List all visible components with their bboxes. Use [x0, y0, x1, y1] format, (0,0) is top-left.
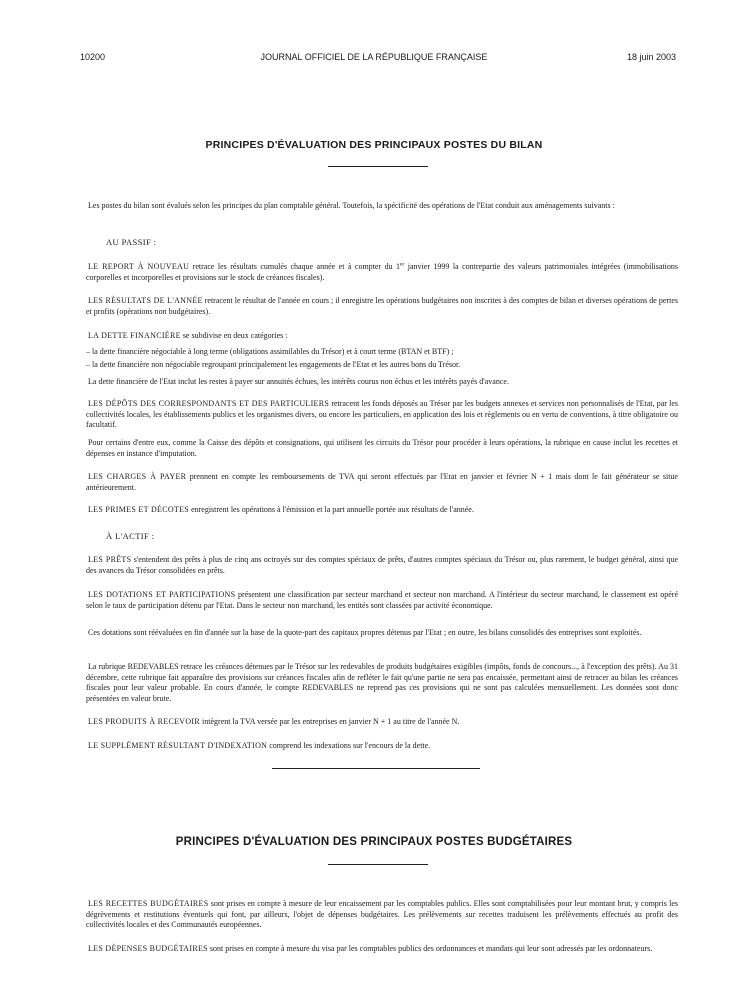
depots-text: retracent les fonds déposés au Trésor par les budgets annexes et services non personnalisés de l'Etat, par les collectivités locales, les établissements publics et les organismes divers, ou encore les particuliers, en application des lois et règlements ou en vertu de conventions, à titre obligatoire ou facultatif. — [86, 399, 678, 429]
charges-paragraph — [86, 472, 678, 493]
depenses-paragraph — [86, 944, 678, 955]
produits-text: intègrent la TVA versée par les entreprises en janvier N + 1 au titre de l'année N. — [200, 717, 460, 726]
title-divider-2 — [328, 864, 428, 865]
supplement-paragraph — [86, 741, 678, 752]
charges-text: prennent en compte les remboursements de TVA qui seront effectués par l'Etat en janvier et février N + 1 mais dont le fait générateur se situe antérieurement. — [86, 472, 678, 492]
recettes-paragraph — [86, 899, 678, 931]
report-text-a: retrace les résultats cumulés chaque année et à compter du 1 — [189, 262, 401, 271]
supplement-lead: LE SUPPLÉMENT RÉSULTANT D'INDEXATION — [88, 741, 268, 750]
intro-paragraph: Les postes du bilan sont évalués selon les principes du plan comptable général. Toutefois, la spécificité des opérations de l'Etat conduit aux aménagements suivants : — [88, 201, 615, 210]
dette-note: La dette financière de l'Etat inclut les restes à payer sur annuités échues, les intérêts courus non échus et les intérêts payés d'avance. — [88, 377, 509, 386]
dette-bullet-2: – la dette financière non négociable regroupant principalement les engagements de l'Etat et les autres bons du Trésor. — [86, 360, 461, 369]
page-number: 10200 — [80, 52, 106, 62]
primes-lead: LES PRIMES ET DÉCOTES — [88, 505, 190, 514]
dette-bullet-1: – la dette financière négociable à long terme (obligations assimilables du Trésor) et à court terme (BTAN et BTF) ; — [86, 347, 454, 356]
dette-lead: LA DETTE FINANCIÈRE — [88, 331, 181, 340]
prets-lead: LES PRÊTS — [88, 555, 132, 564]
publication-date: 18 juin 2003 — [626, 52, 676, 62]
dotations-paragraph — [86, 590, 678, 611]
recettes-text: sont prises en compte à mesure de leur encaissement par les comptables publics. Elles sont comptabilisées pour leur montant brut, y compris les dégrèvements et restitutions éventuels qui font, par ailleurs, l'objet de dépenses budgétaires. Les prélèvements sur recettes traduisent les prélèvements effectués au profit des collectivités locales et des Communautés européennes. — [86, 899, 678, 929]
depenses-lead: LES DÉPENSES BUDGÉTAIRES — [88, 944, 208, 953]
primes-paragraph — [86, 505, 678, 516]
recettes-lead: LES RECETTES BUDGÉTAIRES — [88, 899, 209, 908]
journal-title: JOURNAL OFFICIEL DE LA RÉPUBLIQUE FRANÇAISE — [260, 52, 488, 62]
redevables-paragraph: La rubrique REDEVABLES retrace les créances détenues par le Trésor sur les redevables de produits budgétaires exigibles (impôts, fonds de concours..., à l'exception des prêts). Au 31 décembre, cette rubrique fait apparaître des provisions sur créances fiscales afin de refléter le fait qu'une partie ne sera pas encaissée, permettant ainsi de retracer au bilan les créances fiscales pour leur valeur probable. En cours d'année, le compte REDEVABLES ne reprend pas ces provisions qui ne sont pas calculées mensuellement. Les données sont donc présentées en valeur brute. — [86, 662, 678, 703]
primes-text: enregistrent les opérations à l'émission et la part annuelle portée aux résultats de l'année. — [189, 505, 474, 514]
dette-text: se subdivise en deux catégories : — [180, 331, 288, 340]
report-lead: LE REPORT À NOUVEAU — [88, 262, 190, 271]
depots-note: Pour certains d'entre eux, comme la Caisse des dépôts et consignations, qui utilisent les circuits du Trésor pour procéder à leurs opérations, la rubrique en cause inclut les recettes et dépenses en instance d'imputation. — [86, 438, 678, 458]
title-divider — [328, 166, 428, 167]
dotations-lead: LES DOTATIONS ET PARTICIPATIONS — [88, 590, 236, 599]
prets-paragraph — [86, 555, 678, 576]
resultats-text: retracent le résultat de l'année en cours ; il enregistre les opérations budgétaires non inscrites à des comptes de bilan et diverses opérations de pertes et profits (opérations non budgétaires). — [86, 296, 678, 316]
resultats-lead: LES RÉSULTATS DE L'ANNÉE — [88, 296, 203, 305]
depots-paragraph — [86, 399, 678, 431]
section-title-bilan: PRINCIPES D'ÉVALUATION DES PRINCIPAUX POSTES DU BILAN — [205, 139, 543, 151]
produits-paragraph — [86, 717, 678, 728]
depots-lead: LES DÉPÔTS DES CORRESPONDANTS ET DES PARTICULIERS — [88, 399, 330, 408]
dette-paragraph — [86, 331, 678, 342]
report-superscript: er — [400, 261, 405, 268]
actif-heading: À L'ACTIF : — [106, 531, 155, 541]
dotations-text: présentent une classification par secteur marchand et secteur non marchand. A l'intérieur du secteur marchand, le classement est opéré selon le taux de participation détenu par l'Etat. Dans le secteur non marchand, les entités sont classées par activité économique. — [86, 590, 678, 610]
report-text-b: janvier 1999 la contrepartie des valeurs patrimoniales intégrées (immobilisations corporelles et incorporelles et provisions sur le stock de créances fiscales). — [86, 262, 678, 282]
report-paragraph — [86, 262, 678, 283]
section-title-budgetaires: PRINCIPES D'ÉVALUATION DES PRINCIPAUX POSTES BUDGÉTAIRES — [175, 836, 573, 848]
resultats-paragraph — [86, 296, 678, 317]
section-divider — [272, 768, 480, 769]
charges-lead: LES CHARGES À PAYER — [88, 472, 187, 481]
depenses-text: sont prises en compte à mesure du visa par les comptables publics des ordonnances et mandats qui leur sont adressés par les ordonnateurs. — [207, 944, 653, 953]
prets-text: s'entendent des prêts à plus de cinq ans octroyés sur des comptes spéciaux de prêts, d'autres comptes spéciaux du Trésor ou, plus rarement, le budget général, ainsi que des avances du Trésor consolidées en prêts. — [86, 555, 678, 575]
dotations-note: Ces dotations sont réévaluées en fin d'année sur la base de la quote-part des capitaux propres détenus par l'Etat ; en outre, les bilans consolidés des entreprises sont exploités. — [88, 628, 642, 637]
passif-heading: AU PASSIF : — [106, 237, 157, 247]
supplement-text: comprend les indexations sur l'encours de la dette. — [267, 741, 431, 750]
produits-lead: LES PRODUITS À RECEVOIR — [88, 717, 201, 726]
